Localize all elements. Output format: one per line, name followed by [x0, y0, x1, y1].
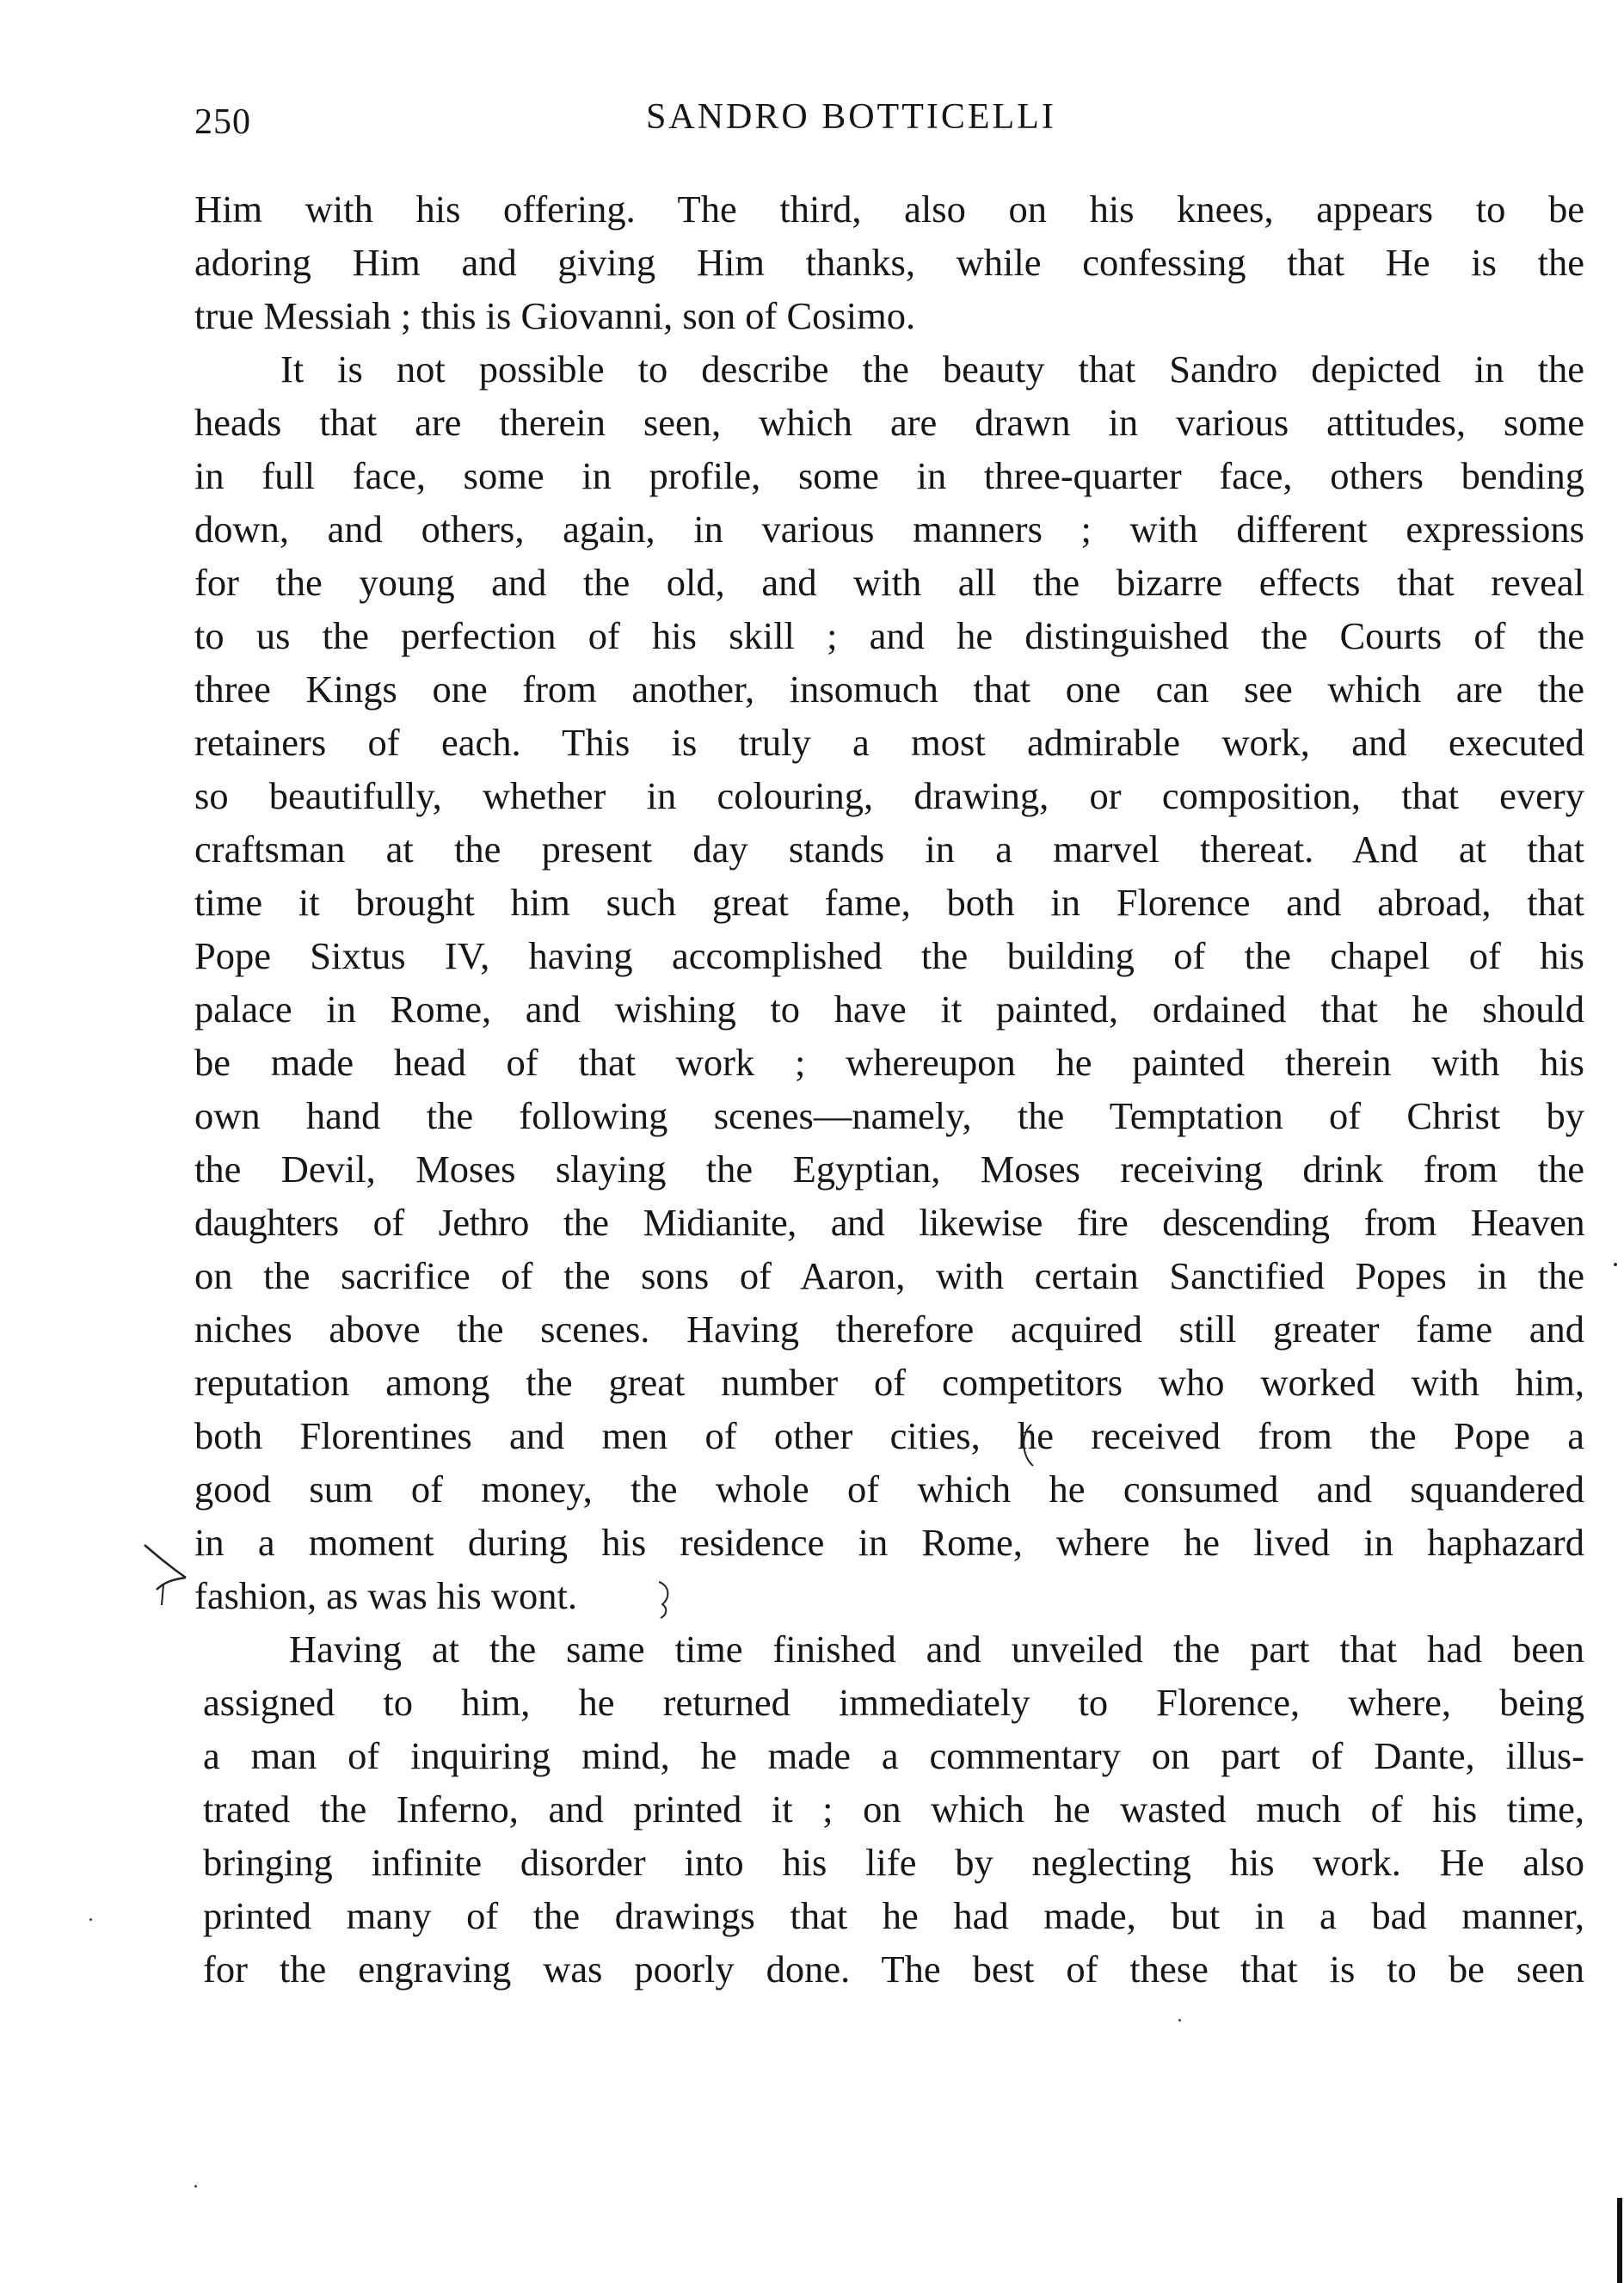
speck [89, 1918, 92, 1921]
text-line: for the young and the old, and with all the bizarre effects that reveal [194, 561, 1584, 604]
page-header [194, 96, 1584, 148]
text-line: on the sacrifice of the sons of Aaron, with certain Sanctified Popes in the [194, 1254, 1584, 1297]
text-line: trated the Inferno, and printed it ; on which he wasted much of his time, [203, 1788, 1584, 1831]
paragraph-1 [194, 182, 1584, 342]
text-line: so beautifully, whether in colouring, drawing, or composition, that every [194, 774, 1584, 817]
text-line: three Kings one from another, insomuch that one can see which are the [194, 668, 1584, 711]
speck [1614, 1263, 1617, 1266]
text-line: reputation among the great number of competitors who worked with him, [194, 1361, 1584, 1404]
text-line: niches above the scenes. Having therefore acquired still greater fame and [194, 1308, 1584, 1351]
text-line: to us the perfection of his skill ; and he distinguished the Courts of the [194, 614, 1584, 657]
text-line: time it brought him such great fame, both in Florence and abroad, that [194, 881, 1584, 924]
body-text [194, 182, 1584, 1996]
text-line: retainers of each. This is truly a most admirable work, and executed [194, 721, 1584, 764]
text-line: in a moment during his residence in Rome, where he lived in haphazard [194, 1521, 1584, 1564]
text-line: be made head of that work ; whereupon he painted therein with his [194, 1041, 1584, 1084]
text-line: adoring Him and giving Him thanks, while confessing that He is the [194, 241, 1584, 284]
text-line: palace in Rome, and wishing to have it painted, ordained that he should [194, 988, 1584, 1031]
text-line: for the engraving was poorly done. The best of these that is to be seen [203, 1948, 1584, 1991]
text-line: Having at the same time finished and unveiled the part that had been [289, 1628, 1584, 1671]
scan-edge [1617, 2198, 1622, 2283]
text-line: down, and others, again, in various manners ; with different expressions [194, 508, 1584, 551]
running-head: SANDRO BOTTICELLI [646, 97, 1056, 137]
bracket-mark-icon [1018, 1421, 1038, 1469]
text-line: good sum of money, the whole of which he consumed and squandered [194, 1468, 1584, 1511]
bracket-mark-icon [654, 1578, 680, 1621]
margin-mark-icon [138, 1540, 198, 1609]
speck [194, 2185, 197, 2188]
speck [1178, 2019, 1181, 2021]
text-line: the Devil, Moses slaying the Egyptian, Moses receiving drink from the [194, 1148, 1584, 1191]
text-line: fashion, as was his wont. [194, 1574, 577, 1617]
text-line: Him with his offering. The third, also on his knees, appears to be [194, 188, 1584, 231]
text-line: craftsman at the present day stands in a marvel thereat. And at that [194, 828, 1584, 871]
text-line: assigned to him, he returned immediately to Florence, where, being [203, 1681, 1584, 1724]
paragraph-2 [194, 342, 1584, 1622]
text-line: own hand the following scenes—namely, the Temptation of Christ by [194, 1094, 1584, 1137]
text-line: printed many of the drawings that he had made, but in a bad manner, [203, 1894, 1584, 1937]
text-line: in full face, some in profile, some in three-quarter face, others bending [194, 454, 1584, 497]
text-line: daughters of Jethro the Midianite, and likewise fire descending from Heaven [194, 1201, 1584, 1244]
text-line: both Florentines and men of other cities, he received from the Pope a [194, 1414, 1584, 1457]
text-line: Pope Sixtus IV, having accomplished the building of the chapel of his [194, 934, 1584, 977]
text-line: bringing infinite disorder into his life by neglecting his work. He also [203, 1841, 1584, 1884]
text-line: heads that are therein seen, which are drawn in various attitudes, some [194, 401, 1584, 444]
text-line: It is not possible to describe the beauty that Sandro depicted in the [280, 348, 1584, 391]
text-line: true Messiah ; this is Giovanni, son of Cosimo. [194, 294, 916, 337]
text-line: a man of inquiring mind, he made a commentary on part of Dante, illus- [203, 1734, 1584, 1777]
paragraph-3 [194, 1622, 1584, 1996]
page-number: 250 [194, 102, 251, 142]
